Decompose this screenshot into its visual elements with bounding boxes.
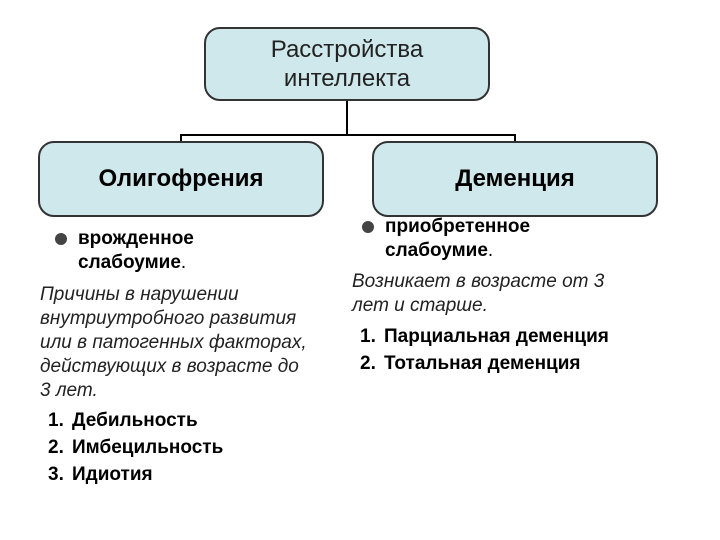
list-item [48,461,308,488]
list-item-label: Парциальная деменция [384,326,609,347]
oligophrenia-desc-line: внутриутробного развития [40,308,297,329]
list-item-label: Идиотия [72,464,153,485]
list-item-label: Имбецильность [72,437,224,458]
dementia-details [362,215,682,263]
dementia-desc-line: лет и старше. [352,295,488,316]
oligophrenia-list [48,407,308,488]
connector-horizontal [180,134,516,136]
list-item-number: 1. [48,410,64,431]
list-item-number: 2. [48,437,64,458]
oligophrenia-desc-line: или в патогенных факторах, [40,332,307,353]
dementia-description [352,270,692,318]
list-item [48,434,308,461]
dementia-title: Деменция [455,165,575,192]
bullet-dot-icon [362,221,374,233]
list-item-label: Тотальная деменция [384,353,581,374]
list-item [360,350,700,377]
oligophrenia-bullet-line1: врожденное [78,228,194,249]
dementia-bullet [362,215,682,263]
bullet-dot-icon [55,233,67,245]
oligophrenia-desc-line: 3 лет. [40,380,98,401]
dementia-bullet-punct: . [487,240,494,261]
list-item-number: 1. [360,326,376,347]
list-item-number: 2. [360,353,376,374]
dementia-bullet-line2: слабоумие [385,240,488,261]
oligophrenia-details [55,227,345,275]
list-item [360,323,700,350]
root-title-line2: интеллекта [283,65,411,92]
oligophrenia-title: Олигофрения [98,165,264,192]
oligophrenia-desc-line: Причины в нарушении [40,284,239,305]
list-item-label: Дебильность [72,410,198,431]
dementia-bullet-line1: приобретенное [385,216,531,237]
oligophrenia-node [38,141,324,217]
oligophrenia-desc-line: действующих в возрасте до [40,356,299,377]
dementia-node [372,141,658,217]
list-item-number: 3. [48,464,64,485]
oligophrenia-bullet-line2: слабоумие [78,252,181,273]
list-item [48,407,308,434]
oligophrenia-bullet [55,227,345,275]
dementia-desc-line: Возникает в возрасте от 3 [352,271,605,292]
oligophrenia-bullet-punct: . [180,252,187,273]
root-node [204,27,490,101]
oligophrenia-description [40,283,340,403]
root-title-line1: Расстройства [270,36,424,63]
connector-root-down [346,101,348,135]
dementia-list [360,323,700,377]
